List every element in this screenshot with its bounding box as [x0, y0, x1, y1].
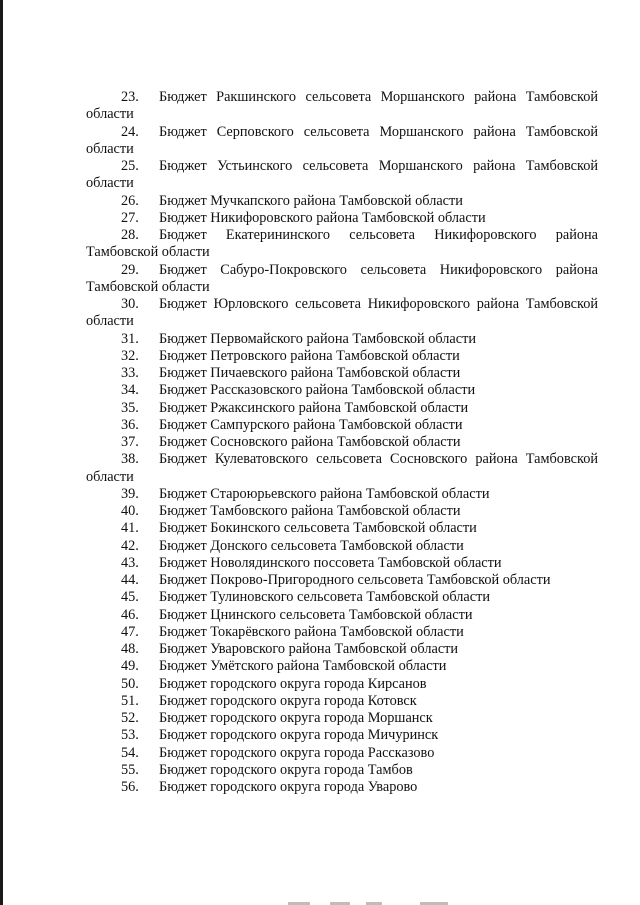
item-number: 32.: [121, 347, 139, 364]
item-number: 43.: [121, 554, 139, 571]
list-item: [86, 624, 598, 641]
item-number: 56.: [121, 779, 139, 795]
item-text: Бюджет городского округа города Котовск: [159, 692, 417, 709]
item-text: Бюджет городского округа города Моршанск: [159, 710, 433, 726]
list-item: [86, 417, 598, 434]
item-number: 51.: [121, 692, 139, 709]
item-number: 45.: [121, 589, 139, 606]
list-item: [86, 400, 598, 417]
item-number: 53.: [121, 727, 139, 744]
item-text: Бюджет городского округа города Мичуринск: [159, 727, 439, 744]
list-item: [86, 89, 598, 124]
item-number: 47.: [121, 623, 139, 640]
item-number: 33.: [121, 365, 139, 381]
item-number: 35.: [121, 399, 139, 416]
item-number: 50.: [121, 675, 139, 692]
item-number: 55.: [121, 761, 139, 778]
item-number: 26.: [121, 192, 139, 209]
list-item: [86, 365, 598, 382]
item-text: Бюджет городского округа города Рассказово: [159, 744, 435, 761]
item-text: Бюджет Юрловского сельсовета Никифоровского района Тамбовской области: [86, 296, 598, 330]
item-text: Бюджет Серповского сельсовета Моршанского района Тамбовской области: [86, 123, 598, 157]
item-number: 48.: [121, 641, 139, 657]
item-text: Бюджет Ракшинского сельсовета Моршанского района Тамбовской области: [86, 89, 598, 123]
item-number: 36.: [121, 416, 139, 433]
item-text: Бюджет Уваровского района Тамбовской области: [159, 641, 459, 657]
item-number: 52.: [121, 710, 139, 726]
list-item: [86, 762, 598, 779]
item-number: 40.: [121, 503, 139, 519]
item-number: 23.: [121, 89, 139, 105]
list-item: [86, 745, 598, 762]
item-text: Бюджет Первомайского района Тамбовской области: [159, 330, 476, 347]
list-item: [86, 331, 598, 348]
item-text: Бюджет Токарёвского района Тамбовской области: [159, 623, 464, 640]
list-item: [86, 434, 598, 451]
list-item: [86, 693, 598, 710]
item-text: Бюджет Устьинского сельсовета Моршанского района Тамбовской области: [86, 158, 598, 192]
list-item: [86, 589, 598, 606]
list-item: [86, 503, 598, 520]
item-number: 38.: [121, 451, 139, 468]
list-item: [86, 607, 598, 624]
item-text: Бюджет Сампурского района Тамбовской области: [159, 416, 463, 433]
item-number: 54.: [121, 744, 139, 761]
item-text: Бюджет Цнинского сельсовета Тамбовской области: [159, 606, 473, 623]
list-item: [86, 538, 598, 555]
item-number: 31.: [121, 330, 139, 347]
list-item: [86, 641, 598, 658]
budget-list: [86, 89, 598, 796]
item-text: Бюджет Екатерининского сельсовета Никифоровского района Тамбовской области: [86, 227, 598, 261]
item-text: Бюджет Сабуро-Покровского сельсовета Никифоровского района Тамбовской области: [86, 261, 598, 295]
item-number: 46.: [121, 606, 139, 623]
item-text: Бюджет Кулеватовского сельсовета Сосновского района Тамбовской области: [86, 451, 598, 485]
item-text: Бюджет Умётского района Тамбовской области: [159, 658, 447, 675]
item-number: 37.: [121, 434, 139, 450]
item-text: Бюджет городского округа города Тамбов: [159, 761, 413, 778]
item-text: Бюджет Тулиновского сельсовета Тамбовской области: [159, 589, 490, 606]
item-text: Бюджет Староюрьевского района Тамбовской области: [159, 485, 490, 502]
item-number: 29.: [121, 261, 139, 278]
item-text: Бюджет Петровского района Тамбовской области: [159, 347, 460, 364]
item-text: Бюджет городского округа города Кирсанов: [159, 675, 427, 692]
item-number: 27.: [121, 209, 139, 226]
list-item: [86, 262, 598, 297]
list-item: [86, 296, 598, 331]
list-item: [86, 348, 598, 365]
list-item: [86, 382, 598, 399]
item-number: 44.: [121, 572, 139, 588]
item-number: 30.: [121, 296, 139, 312]
item-number: 34.: [121, 382, 139, 399]
list-item: [86, 710, 598, 727]
list-item: [86, 451, 598, 486]
item-number: 49.: [121, 658, 139, 675]
item-text: Бюджет Бокинского сельсовета Тамбовской области: [159, 520, 477, 537]
list-item: [86, 193, 598, 210]
list-item: [86, 658, 598, 675]
item-number: 41.: [121, 520, 139, 537]
list-item: [86, 676, 598, 693]
item-text: Бюджет Донского сельсовета Тамбовской области: [159, 537, 464, 554]
item-number: 39.: [121, 485, 139, 502]
item-text: Бюджет Сосновского района Тамбовской области: [159, 434, 461, 450]
list-item: [86, 158, 598, 193]
item-text: Бюджет Ржаксинского района Тамбовской области: [159, 399, 469, 416]
list-item: [86, 210, 598, 227]
item-text: Бюджет Рассказовского района Тамбовской области: [159, 382, 476, 399]
item-text: Бюджет городского округа города Уварово: [159, 779, 418, 795]
item-text: Бюджет Мучкапского района Тамбовской области: [159, 192, 463, 209]
list-item: [86, 520, 598, 537]
list-item: [86, 727, 598, 744]
list-item: [86, 486, 598, 503]
item-number: 24.: [121, 123, 139, 140]
list-item: [86, 227, 598, 262]
list-item: [86, 572, 598, 589]
item-number: 25.: [121, 158, 139, 174]
item-text: Бюджет Пичаевского района Тамбовской области: [159, 365, 461, 381]
item-text: Бюджет Покрово-Пригородного сельсовета Тамбовской области: [159, 572, 551, 588]
list-item: [86, 779, 598, 796]
list-item: [86, 124, 598, 159]
list-item: [86, 555, 598, 572]
scan-edge: [0, 0, 3, 905]
item-number: 42.: [121, 537, 139, 554]
item-number: 28.: [121, 227, 139, 243]
item-text: Бюджет Никифоровского района Тамбовской области: [159, 209, 486, 226]
item-text: Бюджет Тамбовского района Тамбовской области: [159, 503, 461, 519]
item-text: Бюджет Новолядинского поссовета Тамбовской области: [159, 554, 502, 571]
